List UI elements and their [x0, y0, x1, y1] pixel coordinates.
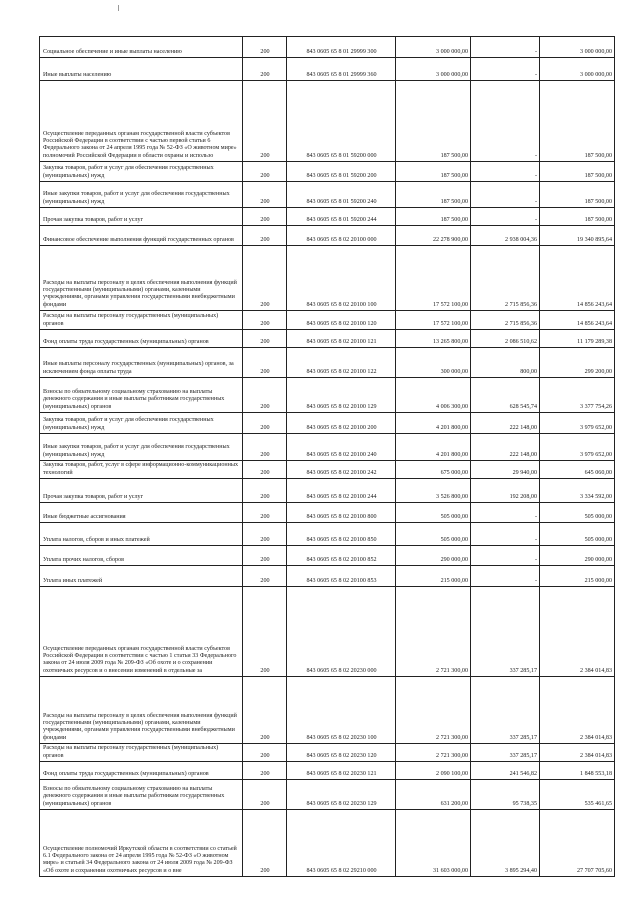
row-name-cell: Осуществление полномочий Иркутской области в соответствии со статьей 6.1 Федерального закона от 24 апреля 1995 года № 52-ФЗ «О животном мире» и статьей 34 Федерального закона от 24 июля 2009 года № 209-ФЗ «Об охоте и сохранении охотничьих ресурсов и о вне: [40, 810, 243, 877]
table-row: [40, 461, 615, 479]
row-unexecuted-cell: 19 340 895,64: [540, 226, 615, 246]
row-budget-code-cell: 843 0605 65 8 01 59200 000: [287, 81, 396, 162]
row-line-code-cell: 200: [243, 311, 287, 330]
row-assigned-cell: 31 603 000,00: [396, 810, 471, 877]
table-row: [40, 311, 615, 330]
row-line-code-cell: 200: [243, 677, 287, 744]
row-assigned-cell: 3 000 000,00: [396, 58, 471, 81]
table-row: [40, 780, 615, 810]
row-assigned-cell: 13 265 800,00: [396, 330, 471, 348]
row-line-code-cell: 200: [243, 503, 287, 523]
row-line-code-cell: 200: [243, 566, 287, 587]
row-budget-code-cell: 843 0605 65 8 01 59200 240: [287, 182, 396, 208]
row-unexecuted-cell: 187 500,00: [540, 182, 615, 208]
row-line-code-cell: 200: [243, 81, 287, 162]
budget-execution-table: [39, 36, 615, 877]
row-executed-cell: -: [471, 208, 540, 226]
row-name-cell: Расходы на выплаты персоналу в целях обеспечения выполнения функций государственными (муниципальными) органами, казенными учреждениями, органами управления государственными внебюджетными фондами: [40, 677, 243, 744]
table-row: [40, 434, 615, 461]
row-line-code-cell: 200: [243, 523, 287, 546]
table-row: [40, 744, 615, 762]
row-assigned-cell: 187 500,00: [396, 81, 471, 162]
row-line-code-cell: 200: [243, 330, 287, 348]
row-unexecuted-cell: 3 979 652,00: [540, 434, 615, 461]
row-name-cell: Иные бюджетные ассигнования: [40, 503, 243, 523]
row-unexecuted-cell: 2 384 014,83: [540, 744, 615, 762]
row-name-cell: Иные выплаты персоналу государственных (муниципальных) органов, за исключением фонда оплаты труда: [40, 348, 243, 378]
table-row: [40, 677, 615, 744]
row-assigned-cell: 505 000,00: [396, 503, 471, 523]
row-budget-code-cell: 843 0605 65 8 02 20100 129: [287, 378, 396, 413]
row-name-cell: Финансовое обеспечение выполнения функций государственных органов: [40, 226, 243, 246]
row-line-code-cell: 200: [243, 208, 287, 226]
row-executed-cell: -: [471, 503, 540, 523]
row-unexecuted-cell: 3 000 000,00: [540, 58, 615, 81]
row-executed-cell: 628 545,74: [471, 378, 540, 413]
row-assigned-cell: 22 278 900,00: [396, 226, 471, 246]
row-line-code-cell: 200: [243, 58, 287, 81]
row-unexecuted-cell: 3 377 754,26: [540, 378, 615, 413]
table-row: [40, 378, 615, 413]
row-executed-cell: 2 086 510,62: [471, 330, 540, 348]
row-unexecuted-cell: 27 707 705,60: [540, 810, 615, 877]
row-name-cell: Прочая закупка товаров, работ и услуг: [40, 208, 243, 226]
row-name-cell: Социальное обеспечение и иные выплаты населению: [40, 37, 243, 58]
row-unexecuted-cell: 3 000 000,00: [540, 37, 615, 58]
row-name-cell: Иные закупки товаров, работ и услуг для обеспечения государственных (муниципальных) нужд: [40, 434, 243, 461]
row-assigned-cell: 4 201 800,00: [396, 434, 471, 461]
row-executed-cell: -: [471, 81, 540, 162]
row-executed-cell: -: [471, 566, 540, 587]
table-row: [40, 566, 615, 587]
row-unexecuted-cell: 187 500,00: [540, 162, 615, 182]
row-name-cell: Расходы на выплаты персоналу государственных (муниципальных) органов: [40, 744, 243, 762]
row-budget-code-cell: 843 0605 65 8 02 20100 852: [287, 546, 396, 566]
row-unexecuted-cell: 645 060,00: [540, 461, 615, 479]
row-executed-cell: 337 285,17: [471, 677, 540, 744]
row-assigned-cell: 631 200,00: [396, 780, 471, 810]
row-budget-code-cell: 843 0605 65 8 02 20230 120: [287, 744, 396, 762]
row-unexecuted-cell: 290 000,00: [540, 546, 615, 566]
table-body: [40, 37, 615, 877]
row-name-cell: Фонд оплаты труда государственных (муниципальных) органов: [40, 762, 243, 780]
table-row: [40, 413, 615, 434]
table-row: [40, 523, 615, 546]
row-assigned-cell: 4 201 800,00: [396, 413, 471, 434]
row-line-code-cell: 200: [243, 762, 287, 780]
row-unexecuted-cell: 2 384 014,83: [540, 587, 615, 677]
row-assigned-cell: 4 006 300,00: [396, 378, 471, 413]
row-name-cell: Закупка товаров, работ, услуг в сфере информационно-коммуникационных технологий: [40, 461, 243, 479]
table-row: [40, 479, 615, 503]
row-executed-cell: 2 938 004,36: [471, 226, 540, 246]
row-name-cell: Закупка товаров, работ и услуг для обеспечения государственных (муниципальных) нужд: [40, 413, 243, 434]
row-line-code-cell: 200: [243, 780, 287, 810]
row-name-cell: Осуществление переданных органам государственной власти субъектов Российской Федерации в соответствии с частью первой статьи 6 Федерального закона от 24 апреля 1995 года № 52-ФЗ «О животном мире» полномочий Российской Федерации в области охраны и использо: [40, 81, 243, 162]
row-unexecuted-cell: 187 500,00: [540, 208, 615, 226]
row-name-cell: Иные закупки товаров, работ и услуг для обеспечения государственных (муниципальных) нужд: [40, 182, 243, 208]
table-row: [40, 182, 615, 208]
row-line-code-cell: 200: [243, 348, 287, 378]
row-name-cell: Осуществление переданных органам государственной власти субъектов Российской Федерации в соответствии с частью 1 статьи 33 Федерального закона от 24 июля 2009 года № 209-ФЗ «Об охоте и о сохранении охотничьих ресурсов и о внесении изменений в отдельные за: [40, 587, 243, 677]
row-assigned-cell: 505 000,00: [396, 523, 471, 546]
scan-mark: [118, 5, 120, 11]
row-executed-cell: 222 148,00: [471, 413, 540, 434]
row-line-code-cell: 200: [243, 378, 287, 413]
row-unexecuted-cell: 2 384 014,83: [540, 677, 615, 744]
row-budget-code-cell: 843 0605 65 8 02 29210 000: [287, 810, 396, 877]
row-assigned-cell: 2 721 300,00: [396, 677, 471, 744]
row-executed-cell: 2 715 856,36: [471, 311, 540, 330]
row-executed-cell: 2 715 856,36: [471, 246, 540, 311]
row-assigned-cell: 3 000 000,00: [396, 37, 471, 58]
row-budget-code-cell: 843 0605 65 8 02 20100 121: [287, 330, 396, 348]
row-budget-code-cell: 843 0605 65 8 02 20100 853: [287, 566, 396, 587]
row-assigned-cell: 290 000,00: [396, 546, 471, 566]
row-budget-code-cell: 843 0605 65 8 02 20100 242: [287, 461, 396, 479]
table-row: [40, 81, 615, 162]
row-budget-code-cell: 843 0605 65 8 01 59200 200: [287, 162, 396, 182]
row-executed-cell: 29 940,00: [471, 461, 540, 479]
row-name-cell: Уплата иных платежей: [40, 566, 243, 587]
row-executed-cell: 241 546,82: [471, 762, 540, 780]
row-name-cell: Расходы на выплаты персоналу государственных (муниципальных) органов: [40, 311, 243, 330]
table-row: [40, 587, 615, 677]
row-assigned-cell: 300 000,00: [396, 348, 471, 378]
row-assigned-cell: 2 721 300,00: [396, 744, 471, 762]
row-budget-code-cell: 843 0605 65 8 02 20230 121: [287, 762, 396, 780]
row-unexecuted-cell: 215 000,00: [540, 566, 615, 587]
row-name-cell: Фонд оплаты труда государственных (муниципальных) органов: [40, 330, 243, 348]
row-executed-cell: 800,00: [471, 348, 540, 378]
row-executed-cell: 222 148,00: [471, 434, 540, 461]
row-budget-code-cell: 843 0605 65 8 02 20100 244: [287, 479, 396, 503]
row-line-code-cell: 200: [243, 810, 287, 877]
row-budget-code-cell: 843 0605 65 8 02 20230 000: [287, 587, 396, 677]
row-budget-code-cell: 843 0605 65 8 01 59200 244: [287, 208, 396, 226]
row-assigned-cell: 2 721 300,00: [396, 587, 471, 677]
table-row: [40, 330, 615, 348]
row-unexecuted-cell: 299 200,00: [540, 348, 615, 378]
row-assigned-cell: 17 572 100,00: [396, 246, 471, 311]
row-executed-cell: 192 208,00: [471, 479, 540, 503]
row-line-code-cell: 200: [243, 413, 287, 434]
row-unexecuted-cell: 187 500,00: [540, 81, 615, 162]
row-budget-code-cell: 843 0605 65 8 02 20100 000: [287, 226, 396, 246]
table-row: [40, 348, 615, 378]
table-row: [40, 226, 615, 246]
row-line-code-cell: 200: [243, 246, 287, 311]
row-unexecuted-cell: 535 461,65: [540, 780, 615, 810]
row-assigned-cell: 215 000,00: [396, 566, 471, 587]
row-executed-cell: -: [471, 182, 540, 208]
table-row: [40, 246, 615, 311]
row-executed-cell: 3 895 294,40: [471, 810, 540, 877]
row-line-code-cell: 200: [243, 546, 287, 566]
row-assigned-cell: 187 500,00: [396, 162, 471, 182]
row-name-cell: Расходы на выплаты персоналу в целях обеспечения выполнения функций государственными (муниципальными) органами, казенными учреждениями, органами управления государственными внебюджетными фондами: [40, 246, 243, 311]
row-line-code-cell: 200: [243, 226, 287, 246]
row-budget-code-cell: 843 0605 65 8 02 20100 122: [287, 348, 396, 378]
row-line-code-cell: 200: [243, 479, 287, 503]
row-budget-code-cell: 843 0605 65 8 01 29999 300: [287, 37, 396, 58]
row-budget-code-cell: 843 0605 65 8 02 20100 200: [287, 413, 396, 434]
row-executed-cell: -: [471, 162, 540, 182]
row-name-cell: Взносы по обязательному социальному страхованию на выплаты денежного содержания и иные выплаты работникам государственных (муниципальных) органов: [40, 780, 243, 810]
row-budget-code-cell: 843 0605 65 8 02 20100 800: [287, 503, 396, 523]
row-budget-code-cell: 843 0605 65 8 02 20230 100: [287, 677, 396, 744]
row-budget-code-cell: 843 0605 65 8 02 20100 120: [287, 311, 396, 330]
row-assigned-cell: 675 000,00: [396, 461, 471, 479]
row-executed-cell: 337 285,17: [471, 744, 540, 762]
row-name-cell: Закупка товаров, работ и услуг для обеспечения государственных (муниципальных) нужд: [40, 162, 243, 182]
row-executed-cell: -: [471, 58, 540, 81]
table-row: [40, 762, 615, 780]
row-name-cell: Иные выплаты населению: [40, 58, 243, 81]
row-unexecuted-cell: 1 848 553,18: [540, 762, 615, 780]
row-line-code-cell: 200: [243, 744, 287, 762]
row-line-code-cell: 200: [243, 587, 287, 677]
row-name-cell: Уплата налогов, сборов и иных платежей: [40, 523, 243, 546]
table-row: [40, 58, 615, 81]
row-executed-cell: 95 738,35: [471, 780, 540, 810]
row-line-code-cell: 200: [243, 162, 287, 182]
row-budget-code-cell: 843 0605 65 8 02 20100 240: [287, 434, 396, 461]
table-row: [40, 208, 615, 226]
table-row: [40, 37, 615, 58]
row-assigned-cell: 187 500,00: [396, 182, 471, 208]
row-unexecuted-cell: 505 000,00: [540, 523, 615, 546]
row-unexecuted-cell: 14 856 243,64: [540, 311, 615, 330]
row-budget-code-cell: 843 0605 65 8 02 20230 129: [287, 780, 396, 810]
row-unexecuted-cell: 14 856 243,64: [540, 246, 615, 311]
table-row: [40, 546, 615, 566]
row-assigned-cell: 2 090 100,00: [396, 762, 471, 780]
row-line-code-cell: 200: [243, 182, 287, 208]
row-executed-cell: -: [471, 37, 540, 58]
row-unexecuted-cell: 3 979 652,00: [540, 413, 615, 434]
row-unexecuted-cell: 505 000,00: [540, 503, 615, 523]
row-line-code-cell: 200: [243, 37, 287, 58]
row-executed-cell: 337 285,17: [471, 587, 540, 677]
row-unexecuted-cell: 3 334 592,00: [540, 479, 615, 503]
table-row: [40, 503, 615, 523]
row-assigned-cell: 17 572 100,00: [396, 311, 471, 330]
row-assigned-cell: 187 500,00: [396, 208, 471, 226]
row-budget-code-cell: 843 0605 65 8 02 20100 850: [287, 523, 396, 546]
table-row: [40, 810, 615, 877]
row-executed-cell: -: [471, 523, 540, 546]
row-assigned-cell: 3 526 800,00: [396, 479, 471, 503]
row-budget-code-cell: 843 0605 65 8 01 29999 360: [287, 58, 396, 81]
row-executed-cell: -: [471, 546, 540, 566]
row-name-cell: Уплата прочих налогов, сборов: [40, 546, 243, 566]
row-unexecuted-cell: 11 179 289,38: [540, 330, 615, 348]
row-budget-code-cell: 843 0605 65 8 02 20100 100: [287, 246, 396, 311]
table-row: [40, 162, 615, 182]
row-line-code-cell: 200: [243, 461, 287, 479]
row-name-cell: Прочая закупка товаров, работ и услуг: [40, 479, 243, 503]
row-name-cell: Взносы по обязательному социальному страхованию на выплаты денежного содержания и иные выплаты работникам государственных (муниципальных) органов: [40, 378, 243, 413]
row-line-code-cell: 200: [243, 434, 287, 461]
